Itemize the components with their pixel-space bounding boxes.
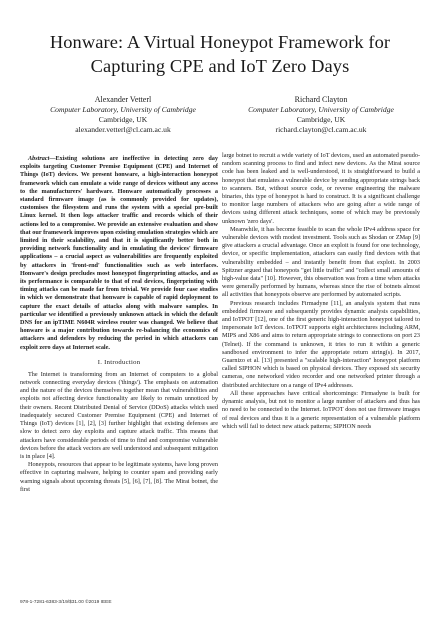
author-block-2 bbox=[226, 95, 416, 135]
right-column bbox=[222, 152, 420, 431]
body-paragraph: Meanwhile, it has become feasible to scan the whole IPv4 address space for vulnerable devices with modest investment. Tools such as Shodan or ZMap [9] give attackers a crucial advantage. Once an exploit is found for one technology, device, or specific implementation, attackers can easily find devices with that vulnerability embedded – and instantly benefit from that exploit. In 2003 Spitzner argued that honeypots "get little traffic" and "collect small amounts of high-value data" [10]. However, this observation was from a time when attacks were generally performed by humans, whereas since the rise of botnets almost all activities that honeypots observe are performed by automated scripts. bbox=[222, 225, 420, 299]
author-name: Richard Clayton bbox=[294, 95, 348, 104]
body-paragraph: The Internet is transforming from an Internet of computers to a global network connecting everyday devices ('things'). The emphasis on automation and the nature of the devices themselves together mean that vulnerabilities and exploits not affecting device functionality are likely to remain unnoticed by their owners. Recent Distributed Denial of Service (DDoS) attacks which used inadequately secured Customer Premise Equipment (CPE) and Internet of Things (IoT) devices [1], [2], [3] further highlight that existing defenses are slow to detect zero day exploits and capture attack traffic. This means that attackers have considerable periods of time to find and compromise vulnerable devices before the attack vectors are well understood and subsequent mitigation is in place [4]. bbox=[20, 370, 218, 460]
author-location: Cambridge, UK bbox=[296, 115, 346, 124]
body-paragraph: Previous research includes Firmadyne [11], an analysis system that runs embedded firmware and subsequently provides dynamic analysis capabilities, and IoTPOT [12], one of the first generic high-interaction honeypot tailored to impersonate IoT devices. IoTPOT supports eight architectures including ARM, MIPS and X86 and aims to return appropriate strings to connections on port 23 (Telnet). If the command is unknown, it tries to run it within a generic sandboxed environment to infer the appropriate return string(s). In 2017, Guarnizo et al. [13] presented a "scalable high-interaction" honeypot platform called SIPHON which is based on physical devices. They exposed six security cameras, one networked video recorder and one networked printer through a distributed architecture on a range of IPv4 addresses. bbox=[222, 299, 420, 389]
copyright-notice: 978-1-7281-6383-3/19/$31.00 ©2019 IEEE bbox=[20, 600, 112, 605]
body-paragraph: All these approaches have critical shortcomings: Firmadyne is built for dynamic analysis, but not to monitor a large number of attackers and thus has no need to be connected to the Internet. IoTPOT does not use firmware images of real devices and thus it is a generic representation of a vulnerable platform which will fail to detect new attack patterns; SIPHON needs bbox=[222, 389, 420, 430]
abstract-lead: Abstract bbox=[28, 155, 50, 162]
author-email: richard.clayton@cl.cam.ac.uk bbox=[275, 125, 367, 134]
abstract bbox=[20, 155, 218, 352]
section-heading-introduction: I. Introduction bbox=[97, 358, 141, 366]
author-affiliation: Computer Laboratory, University of Cambridge bbox=[50, 105, 196, 114]
author-affiliation: Computer Laboratory, University of Cambridge bbox=[248, 105, 394, 114]
author-email: alexander.vetterl@cl.cam.ac.uk bbox=[75, 125, 171, 134]
left-column bbox=[20, 155, 218, 494]
abstract-text: —Existing solutions are ineffective in detecting zero day exploits targeting Customer Premise Equipment (CPE) and Internet of Things (IoT) devices. We present honware, a high-interaction honeypot framework which can emulate a wide range of devices without any access to the manufacturers' hardware. Honware automatically processes a standard firmware image (as is commonly provided for updates), customises the filesystem and runs the system with a special pre-built Linux kernel. It then logs attacker traffic and records which of their actions led to a compromise. We provide an extensive evaluation and show that our framework improves upon existing emulation strategies which are limited in their scalability, and that it is significantly better both in providing network functionality and in emulating the devices' firmware applications – a crucial aspect as vulnerabilities are frequently exploited by attackers in 'front-end' functionalities such as web interfaces. Honware's design precludes most honeypot fingerprinting attacks, and as its performance is comparable to that of real devices, fingerprinting with timing attacks can be made far from trivial. We provide four case studies in which we demonstrate that honware is capable of rapid deployment to capture the exact details of attacks along with malware samples. In particular we identified a previously unknown attack in which the default DNS for an ipTIME N604R wireless router was changed. We believe that honware is a major contribution towards re-balancing the economics of attackers and defenders by reducing the period in which attackers can exploit zero days at Internet scale. bbox=[20, 155, 218, 351]
author-location: Cambridge, UK bbox=[98, 115, 148, 124]
author-block-1 bbox=[28, 95, 218, 135]
body-paragraph: large botnet to recruit a wide variety of IoT devices, used an automated pseudo-random scanning process to find and infect new devices. As the Mirai source code has been leaked and is well-understood, it is straightforward to build a honeypot that emulates a vulnerable device by sending appropriate strings back to scanners. But, without source code, or reverse engineering the malware binaries, this type of honeypot is hard to construct. It is a significant challenge to monitor large numbers of attackers who are going after a wide range of devices using different attack techniques, some of which may be previously unknown 'zero days'. bbox=[222, 152, 420, 225]
paper-title-line-1: Honware: A Virtual Honeypot Framework for bbox=[49, 32, 391, 52]
paper-title-line-2: Capturing CPE and IoT Zero Days bbox=[90, 56, 350, 76]
author-name: Alexander Vetterl bbox=[94, 95, 152, 104]
body-paragraph: Honeypots, resources that appear to be legitimate systems, have long proven effective in capturing malware, helping to counter spam and providing early warning signals about upcoming threats [5], [6], [7], [8]. The Mirai botnet, the first bbox=[20, 461, 218, 493]
